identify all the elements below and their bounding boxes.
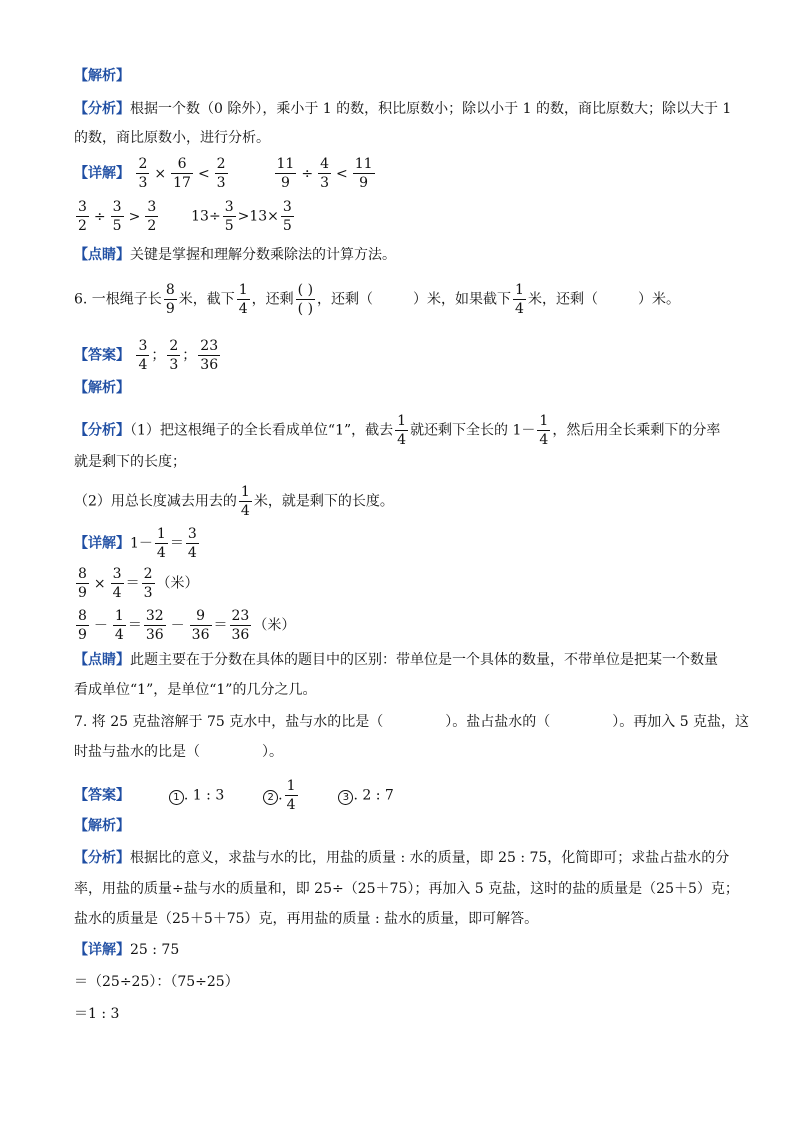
unit: （米）	[253, 617, 296, 634]
tip-text: 看成单位“1”，是单位“1”的几分之几。	[74, 682, 317, 698]
fraction: $\frac{3}{5}$	[112, 199, 122, 234]
operator: ÷	[93, 208, 106, 225]
fraction: $\frac{4}{3}$	[320, 156, 329, 191]
fraction: $\frac{3}{4}$	[112, 566, 122, 601]
fraction: $\frac{3}{4}$	[187, 526, 197, 561]
section-heading	[74, 66, 130, 86]
q5-tip-text: 关键是掌握和理解分数乘除法的计算方法。	[130, 247, 396, 263]
fraction: $\frac{8}{9}$	[78, 608, 87, 643]
q7-detail-step2	[74, 972, 239, 992]
detail-text: 25 : 75	[130, 942, 180, 958]
q5-analysis	[74, 99, 731, 119]
q7-heading	[74, 816, 130, 836]
q5-tip	[74, 245, 396, 265]
fenxi-label: 【分析】	[74, 850, 130, 866]
q7-analysis-cont2	[74, 909, 538, 929]
q6-heading	[74, 378, 130, 398]
jiexi-label: 【解析】	[74, 380, 130, 396]
analysis-text: 就是剩下的长度；	[74, 454, 186, 470]
blank-fraction[interactable]: $\frac{( )}{( )}$	[297, 282, 314, 317]
fraction: $\frac{2}{3}$	[143, 566, 153, 601]
xiangjie-label: 【详解】	[74, 535, 130, 552]
q6-analysis1	[74, 414, 720, 447]
fraction: $\frac{6}{17}$	[173, 156, 191, 191]
fraction: $\frac{3}{2}$	[147, 199, 157, 234]
q6-stem-text: ，还剩	[251, 291, 294, 308]
fenxi-label: 【分析】	[74, 101, 130, 117]
q7-analysis-cont1	[74, 879, 739, 899]
relation: <	[197, 165, 210, 182]
analysis-text: 率，用盐的质量÷盐与水的质量和，即 25÷（25＋75）；再加入 5 克盐，这时的盐的质量是（25＋5）克；	[74, 881, 739, 897]
fraction: $\frac{1}{4}$	[286, 778, 296, 813]
q7-stem-text: 7. 将 25 克盐溶解于 75 克水中，盐与水的比是（	[74, 714, 384, 730]
q6-stem-text: ）米。	[637, 291, 680, 308]
fraction: $\frac{1}{4}$	[238, 282, 248, 317]
dianjing-label: 【点睛】	[74, 247, 130, 263]
q6-detail1	[74, 527, 201, 560]
dianjing-label: 【点睛】	[74, 652, 130, 668]
fraction: $\frac{2}{3}$	[216, 156, 226, 191]
equals: ＝	[125, 575, 140, 592]
fraction: $\frac{2}{3}$	[169, 338, 179, 373]
q6-stem-text: ）米，如果截下	[413, 291, 512, 308]
q6-detail2	[74, 567, 199, 600]
analysis-text: 根据比的意义，求盐与水的比，用盐的质量 : 水的质量，即 25 : 75，化简即可；求盐占盐水的分	[130, 850, 730, 866]
q7-detail	[74, 940, 179, 960]
circled-number-icon: 3	[338, 790, 353, 805]
operator: ×	[154, 165, 167, 182]
operator: ×	[93, 575, 106, 592]
q7-stem-text: ）。	[262, 744, 283, 760]
xiangjie-label: 【详解】	[74, 165, 130, 182]
operator: ÷	[301, 165, 314, 182]
separator: ；	[151, 347, 166, 364]
detail-text: ＝（25÷25）：（75÷25）	[74, 974, 239, 990]
relation: >	[128, 208, 141, 225]
answer-text: . 1 : 3	[183, 787, 225, 804]
q6-answer	[74, 339, 222, 372]
analysis-text: （1）把这根绳子的全长看成单位“1”，截去	[130, 422, 394, 439]
q7-stem-text: ）。盐占盐水的（	[445, 714, 551, 730]
fraction: $\frac{8}{9}$	[165, 282, 175, 317]
q7-analysis	[74, 848, 729, 868]
fraction: $\frac{3}{5}$	[224, 199, 234, 234]
q7-stem-text: 时盐与盐水的比是（	[74, 744, 200, 760]
fraction: $\frac{9}{36}$	[191, 608, 210, 643]
fraction: $\frac{3}{5}$	[282, 199, 292, 234]
fraction: $\frac{23}{36}$	[200, 338, 219, 373]
expression-lead: 1－	[130, 535, 153, 552]
q6-analysis2	[74, 485, 394, 518]
operator: －	[93, 617, 108, 634]
q6-stem	[74, 283, 680, 316]
circled-number-icon: 2	[263, 790, 278, 805]
fraction: $\frac{11}{9}$	[354, 156, 373, 191]
fraction: $\frac{1}{4}$	[397, 413, 407, 448]
q6-detail3	[74, 609, 295, 642]
q6-stem-text: 米，还剩（	[527, 291, 598, 308]
fraction: $\frac{1}{4}$	[114, 608, 124, 643]
daan-label: 【答案】	[74, 347, 130, 364]
q7-stem-text: ）。再加入 5 克盐，这	[612, 714, 750, 730]
fraction: $\frac{1}{4}$	[240, 484, 250, 519]
separator: ；	[182, 347, 197, 364]
tip-text: 此题主要在于分数在具体的题目中的区别：带单位是一个具体的数量，不带单位是把某一个数量	[130, 652, 718, 668]
equals: ＝	[213, 617, 228, 634]
q6-stem-text: 米，截下	[178, 291, 235, 308]
analysis-text: 米，就是剩下的长度。	[253, 493, 394, 510]
q7-stem	[74, 712, 749, 732]
q5-analysis-cont	[74, 128, 270, 148]
q5-detail-row1	[74, 157, 377, 190]
q5-analysis-line1: 根据一个数（0 除外），乘小于 1 的数，积比原数小；除以小于 1 的数，商比原数大；除以大于 1	[130, 101, 732, 117]
fenxi-label: 【分析】	[74, 422, 130, 439]
q7-stem-cont	[74, 742, 283, 762]
q7-detail-step3	[74, 1004, 119, 1024]
fraction: $\frac{2}{3}$	[138, 156, 148, 191]
q6-tip-cont	[74, 680, 316, 700]
jiexi-label: 【解析】	[74, 818, 130, 834]
operator: －	[170, 617, 185, 634]
q6-analysis1-cont	[74, 452, 186, 472]
jiexi-label: 【解析】	[74, 68, 130, 84]
equals: ＝	[127, 617, 142, 634]
answer-text: . 2 : 7	[353, 787, 394, 804]
fraction: $\frac{1}{4}$	[156, 526, 166, 561]
unit: （米）	[156, 575, 199, 592]
answer-text: .	[278, 787, 283, 804]
fraction: $\frac{8}{9}$	[78, 566, 87, 601]
q6-stem-text: 6. 一根绳子长	[74, 291, 162, 308]
detail-text: ＝1 : 3	[74, 1006, 120, 1022]
fraction: $\frac{23}{36}$	[231, 608, 250, 643]
fraction: $\frac{11}{9}$	[276, 156, 295, 191]
daan-label: 【答案】	[74, 787, 130, 804]
fraction: $\frac{1}{4}$	[539, 413, 549, 448]
fraction: $\frac{3}{4}$	[138, 338, 148, 373]
expression-lead: 13÷	[191, 208, 221, 225]
q6-stem-text: ，还剩（	[317, 291, 374, 308]
relation: >13×	[237, 208, 279, 225]
q7-answer	[74, 779, 394, 812]
equals: ＝	[169, 535, 184, 552]
circled-number-icon: 1	[169, 790, 184, 805]
xiangjie-label: 【详解】	[74, 942, 130, 958]
fraction: $\frac{1}{4}$	[515, 282, 524, 317]
analysis-text: 盐水的质量是（25＋5＋75）克，再用盐的质量 : 盐水的质量，即可解答。	[74, 911, 539, 927]
q5-detail-row2	[74, 200, 296, 233]
fraction: $\frac{32}{36}$	[145, 608, 164, 643]
relation: <	[335, 165, 348, 182]
q5-analysis-line2: 的数，商比原数小，进行分析。	[74, 130, 270, 146]
analysis-text: （2）用总长度减去用去的	[74, 493, 237, 510]
q6-tip	[74, 650, 718, 670]
analysis-text: 就还剩下全长的 1－	[410, 422, 536, 439]
fraction: $\frac{3}{2}$	[78, 199, 87, 234]
analysis-text: ，然后用全长乘剩下的分率	[552, 422, 721, 439]
